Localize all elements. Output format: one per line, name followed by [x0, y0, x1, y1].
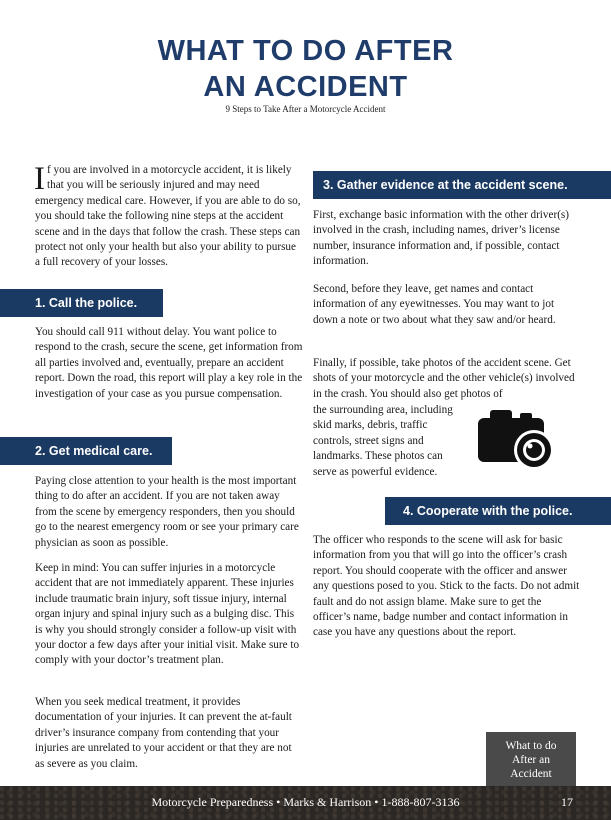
section-3-body-3a — [313, 356, 581, 402]
section-4-heading: 4. Cooperate with the police. — [403, 504, 573, 518]
section-3-body-1 — [313, 208, 581, 270]
section-3-heading: 3. Gather evidence at the accident scene. — [323, 178, 568, 192]
page-subtitle: 9 Steps to Take After a Motorcycle Accident — [225, 104, 386, 114]
section-4-heading-bar — [385, 497, 611, 525]
section-2-body-3 — [35, 695, 303, 772]
intro-paragraph — [35, 163, 303, 271]
section-2-heading-bar — [0, 437, 172, 465]
page-title-line-1: WHAT TO DO AFTER — [157, 35, 454, 67]
section-1-heading: 1. Call the police. — [35, 296, 138, 310]
section-3-paragraph-1: First, exchange basic information with the other driver(s) involved in the crash, including names, driver’s license number, insurance information and, if possible, contact information. — [313, 209, 569, 268]
chapter-tab-line-2: After an — [512, 754, 550, 766]
section-2-body-1 — [35, 474, 303, 551]
section-2-body-2 — [35, 561, 303, 669]
section-3-heading-bar — [313, 171, 611, 199]
page-footer — [0, 786, 611, 820]
section-2-heading: 2. Get medical care. — [35, 444, 153, 458]
chapter-tab-line-1: What to do — [505, 740, 557, 752]
section-1-paragraph: You should call 911 without delay. You want police to respond to the crash, secure the scene, get information from all parties involved and, eventually, prepare an accident report. Down the road, this report will play a key role in the investigation of your case as you pursue compensation. — [35, 326, 303, 400]
section-1-body — [35, 325, 303, 402]
footer-text: Motorcycle Preparedness • Marks & Harrison • 1-888-807-3136 — [151, 795, 460, 809]
page-number: 17 — [561, 795, 573, 809]
section-3-body-3b — [313, 403, 465, 480]
section-2-paragraph-1: Paying close attention to your health is the most important thing to do after an accident. If you are not taken away from the scene by emergency responders, then you should go to the nearest emergency room or see your primary care physician as soon as possible. — [35, 475, 299, 549]
page-title-line-2: AN ACCIDENT — [203, 71, 408, 103]
chapter-tab-line-3: Accident — [510, 768, 552, 780]
drop-cap: I — [34, 161, 45, 197]
section-4-paragraph: The officer who responds to the scene will ask for basic information from you that will go into the officer’s crash report. You should cooperate with the officer and answer any questions posed to you. Stick to the facts. Do not admit fault and do not assign blame. Make sure to get the officer’s name, badge number and contact information in case you have any questions about the report. — [313, 534, 580, 639]
intro-text: f you are involved in a motorcycle accident, it is likely that you will be seriously injured and may need emergency medical care. However, if you are able to do so, you should take the following nine steps at the accident scene and in the days that follow the crash. These steps can protect not only your health but also your ability to pursue a full recovery of your losses. — [35, 164, 301, 269]
section-4-body — [313, 533, 581, 641]
section-1-heading-bar — [0, 289, 163, 317]
section-3-paragraph-3a: Finally, if possible, take photos of the accident scene. Get shots of your motorcycle and the other vehicle(s) involved in the crash. You should also get photos of — [313, 357, 575, 400]
section-3-body-2 — [313, 282, 581, 328]
section-2-paragraph-2: Keep in mind: You can suffer injuries in a motorcycle accident that are not immediately apparent. These injuries include traumatic brain injury, soft tissue injury, internal organ injury and spinal injury such as a bulging disc. This is why you should strongly consider a follow-up visit with your doctor a few days after your initial visit. Make sure to comply with your doctor’s treatment plan. — [35, 562, 300, 667]
section-2-paragraph-3: When you seek medical treatment, it provides documentation of your injuries. It can prevent the at-fault driver’s insurance company from contending that your injuries are unrelated to your accident or that they are not as severe as you claim. — [35, 696, 292, 770]
camera-icon — [476, 404, 562, 472]
section-3-paragraph-3b: the surrounding area, including skid marks, debris, traffic controls, street signs and landmarks. These photos can serve as powerful evidence. — [313, 404, 453, 478]
section-3-paragraph-2: Second, before they leave, get names and contact information of any eyewitnesses. You may want to jot down a note or two about what they saw and/or heard. — [313, 283, 556, 326]
chapter-tab — [486, 732, 576, 786]
